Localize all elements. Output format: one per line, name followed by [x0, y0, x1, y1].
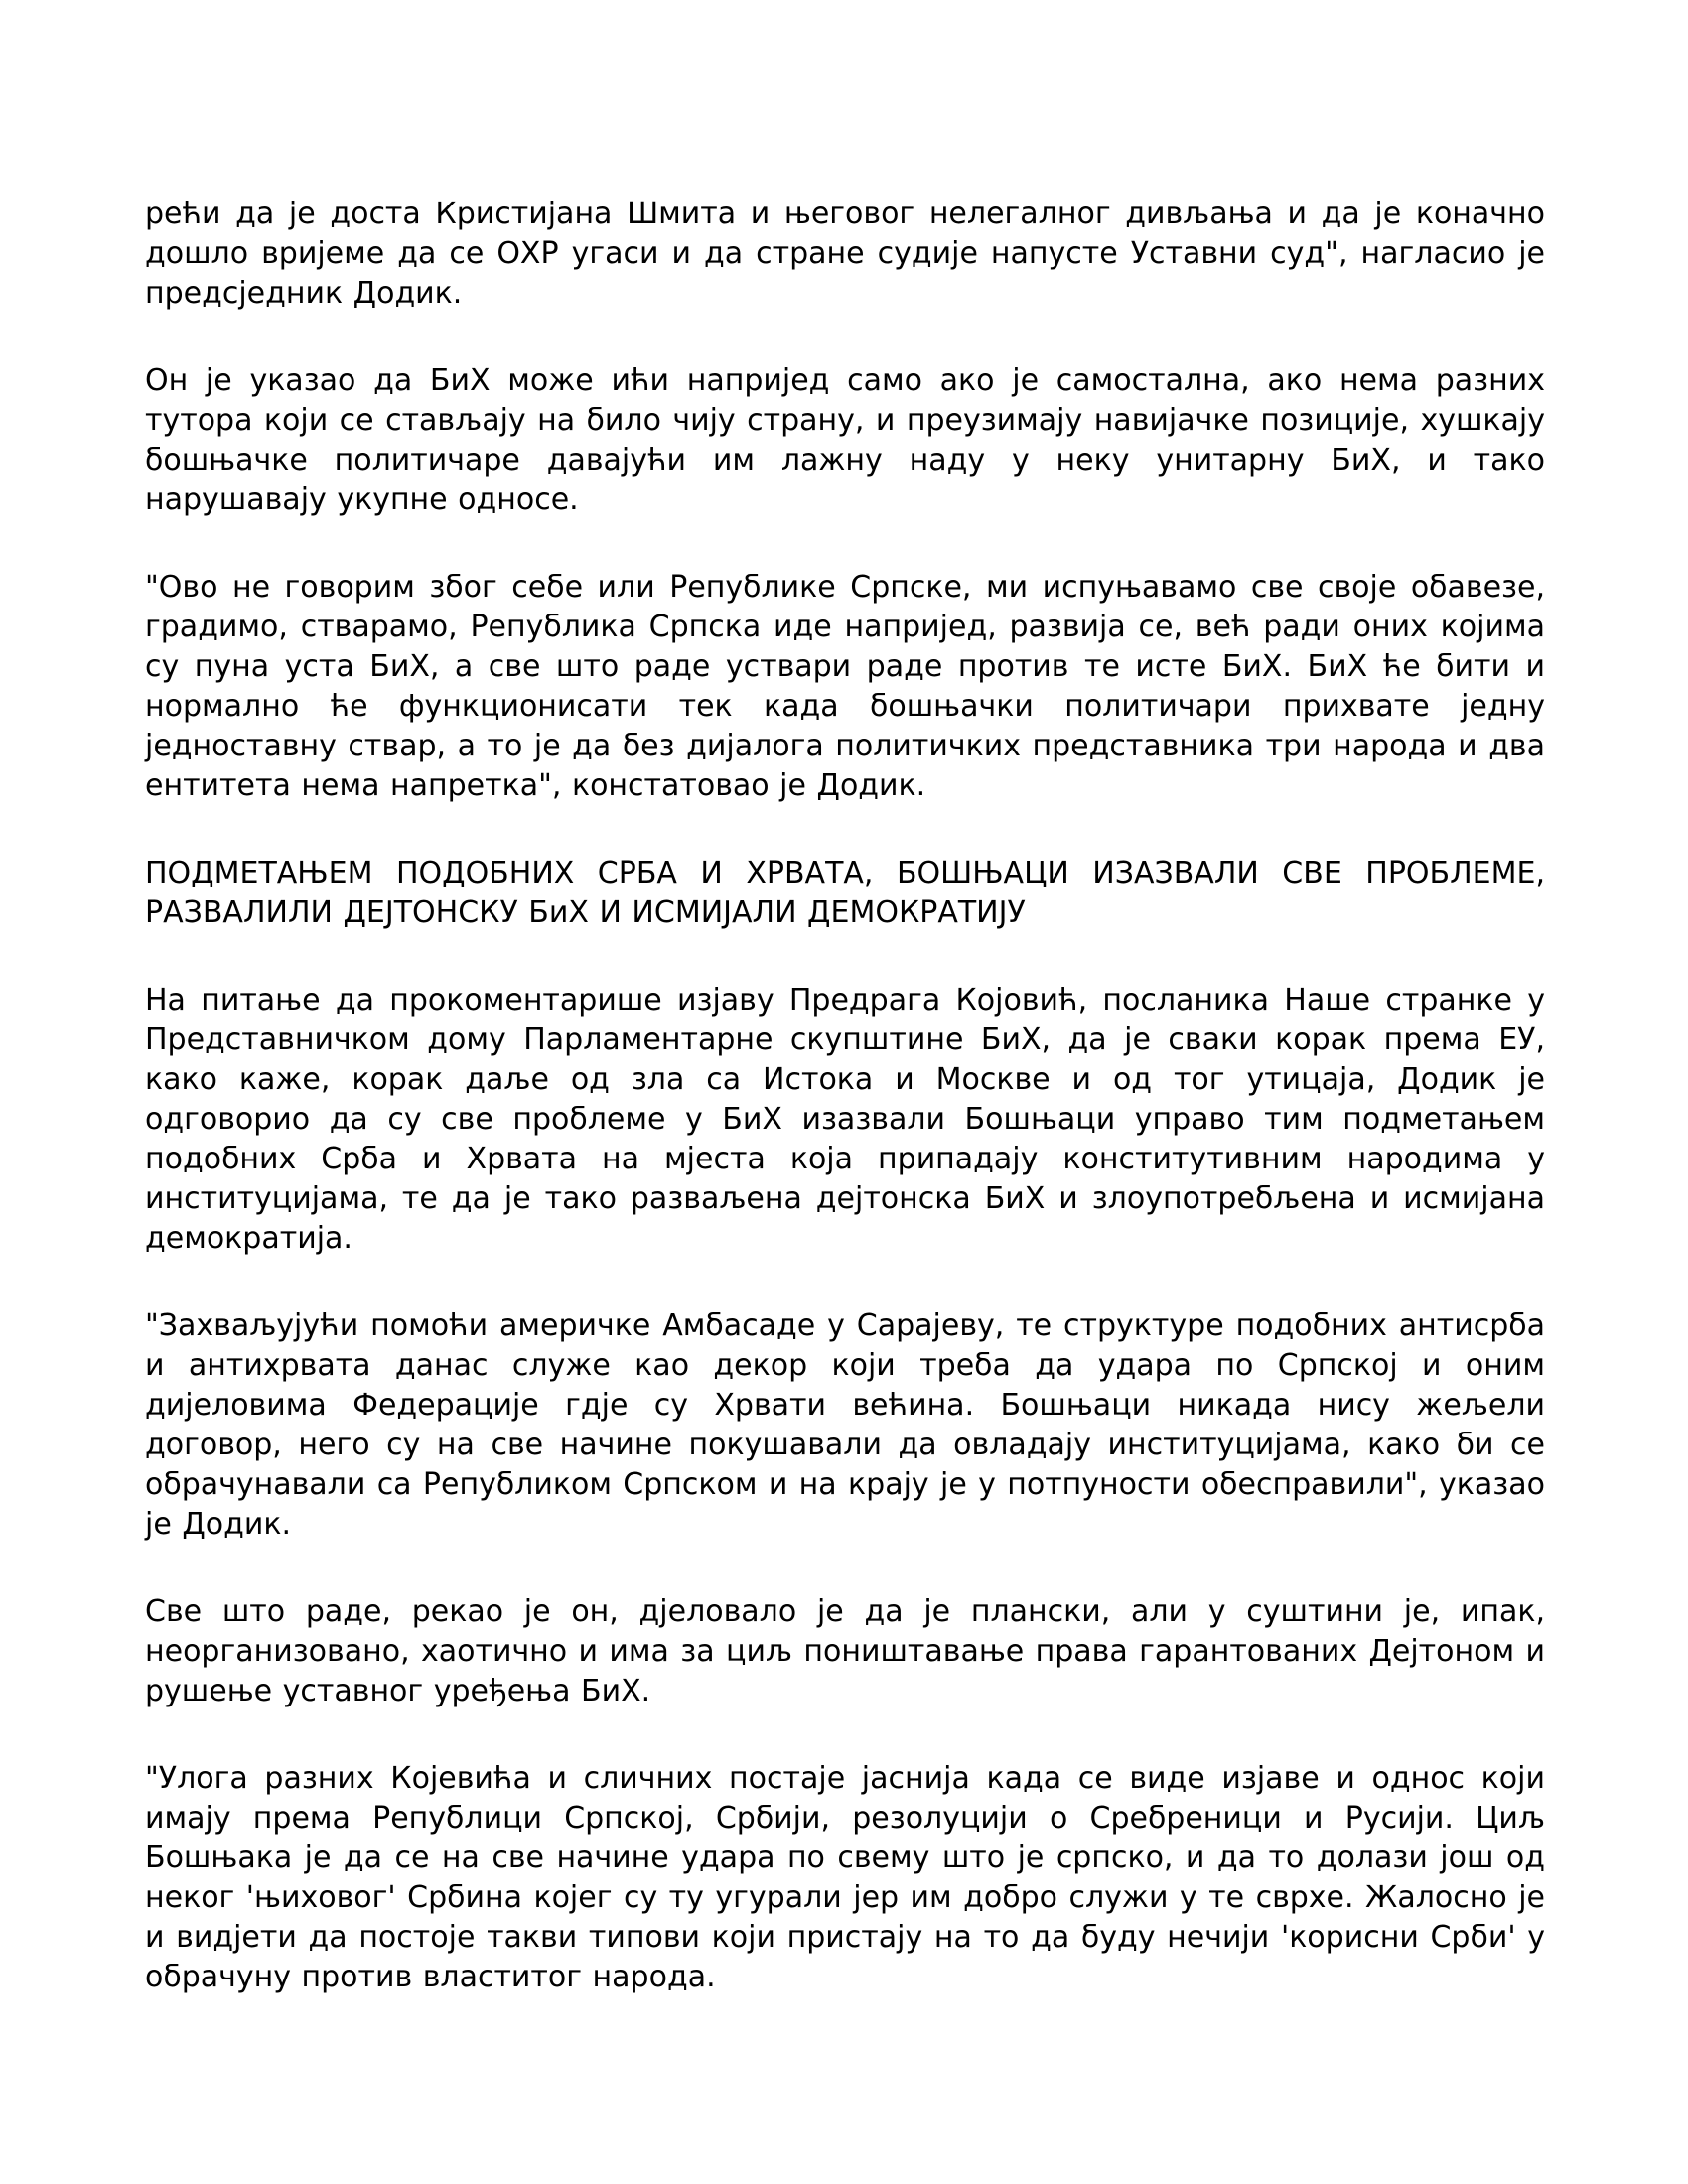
paragraph-sve-sto-rade: Све што раде, рекао је он, дјеловало је да је плански, али у суштини је, ипак, неорганизовано, хаотично и има за циљ поништавање права гарантованих Дејтоном и рушење уставног уређења БиХ. — [145, 1594, 1545, 1708]
paragraph-quote-uloga: "Улога разних Којевића и сличних постаје јаснија када се виде изјаве и однос који имају према Републици Српској, Србији, резолуцији о Сребреници и Русији. Циљ Бошњака је да се на све начине удара по свему што је српско, и да то долази још од неког 'њиховог' Србина којег су ту угурали јер им добро служи у те сврхе. Жалосно је и видјети да постоје такви типови који пристају на то да буду нечији 'корисни Срби' у обрачуну против властитог народа. — [145, 1761, 1545, 1994]
document-page — [145, 195, 1545, 2045]
paragraph-kojovic-izjava: На питање да прокоментарише изјаву Предрага Којовић, посланика Наше странке у Представничком дому Парламентарне скупштине БиХ, да је сваки корак према ЕУ, како каже, корак даље од зла са Истока и Москве и од тог утицаја, Додик је одговорио да су све проблеме у БиХ изазвали Бошњаци управо тим подметањем подобних Срба и Хрвата на мјеста која припадају конститутивним народима у институцијама, те да је тако разваљена дејтонска БиХ и злоупотребљена и исмијана демократија. — [145, 983, 1545, 1256]
section-heading: ПОДМЕТАЊЕМ ПОДОБНИХ СРБА И ХРВАТА, БОШЊАЦИ ИЗАЗВАЛИ СВЕ ПРОБЛЕМЕ, РАЗВАЛИЛИ ДЕЈТОНСКУ БиХ И ИСМИЈАЛИ ДЕМОКРАТИЈУ — [145, 856, 1545, 930]
paragraph-continuation-schmidt: рећи да је доста Кристијана Шмита и његовог нелегалног дивљања и да је коначно дошло вријеме да се ОХР угаси и да стране судије напусте Уставни суд", нагласио је предсједник Додик. — [145, 197, 1545, 311]
paragraph-bih-samostalna: Он је указао да БиХ може ићи напријед само ако је самостална, ако нема разних тутора који се стављају на било чију страну, и преузимају навијачке позиције, хушкају бошњачке политичаре давајући им лажну наду у неку унитарну БиХ, и тако нарушавају укупне односе. — [145, 363, 1545, 517]
paragraph-quote-ambasada: "Захваљујући помоћи америчке Амбасаде у Сарајеву, те структуре подобних антисрба и антихрвата данас служе као декор који треба да удара по Српској и оним дијеловима Федерације гдје су Хрвати већина. Бошњаци никада нису жељели договор, него су на све начине покушавали да овладају институцијама, како би се обрачунавали са Републиком Српском и на крају је у потпуности обесправили", указао је Додик. — [145, 1308, 1545, 1542]
paragraph-quote-obaveze: "Ово не говорим због себе или Републике Српске, ми испуњавамо све своје обавезе, градимо, стварамо, Република Српска иде напријед, развија се, већ ради оних којима су пуна уста БиХ, а све што раде уствари раде против те исте БиХ. БиХ ће бити и нормално ће функционисати тек када бошњачки политичари прихвате једну једноставну ствар, а то је да без дијалога политичких представника три народа и два ентитета нема напретка", констатовао је Додик. — [145, 570, 1545, 803]
